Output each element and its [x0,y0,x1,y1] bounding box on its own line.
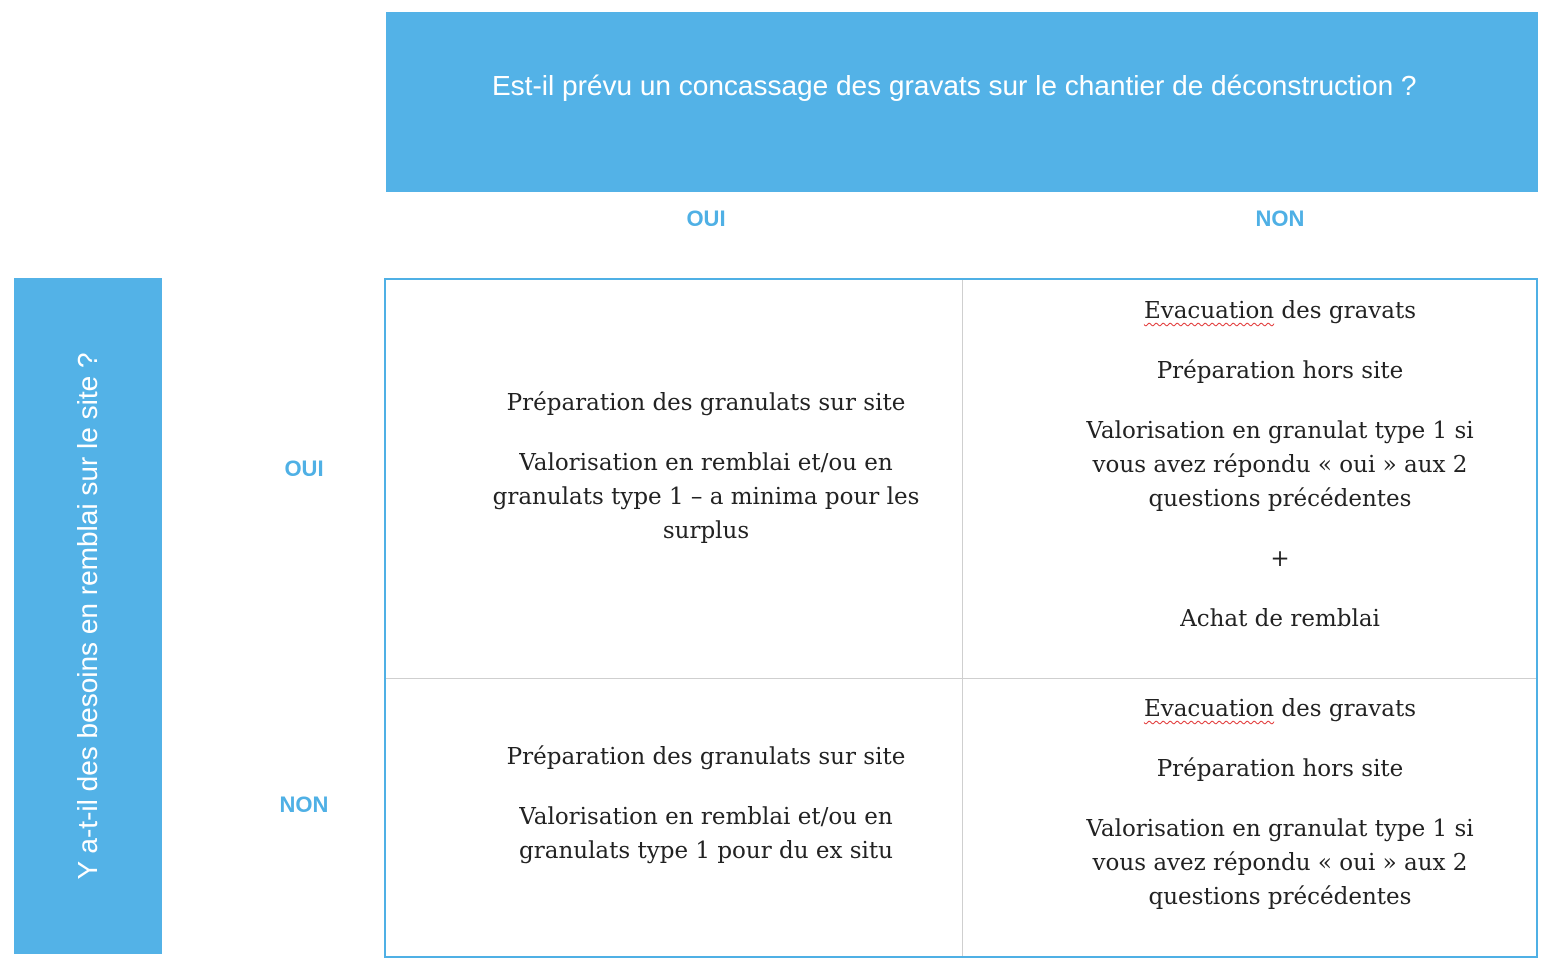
spellcheck-word: Evacuation [1143,696,1275,722]
cell-text: Valorisation en remblai et/ou en granulats type 1 – a minima pour les surplus [492,450,920,544]
column-label-oui: OUI [686,206,726,231]
cell-text: Valorisation en remblai et/ou en granulats type 1 pour du ex situ [519,804,893,864]
cell-non-oui [480,740,932,868]
cell-text: Achat de remblai [1180,606,1380,632]
top-question-text: Est-il prévu un concassage des gravats sur le chantier de déconstruction ? [492,70,1417,101]
cell-text [1040,692,1520,726]
cell-text: Valorisation en granulat type 1 si vous avez répondu « oui » aux 2 questions précédentes [1086,816,1474,910]
matrix-horizontal-divider [386,678,1536,679]
cell-text: Valorisation en granulat type 1 si vous avez répondu « oui » aux 2 questions précédentes [1086,418,1474,512]
cell-text: Préparation hors site [1156,756,1404,782]
cell-text: Préparation des granulats sur site [506,744,906,770]
row-label-non: NON [279,792,329,817]
cell-oui-oui [480,386,932,548]
top-question-header [386,12,1538,192]
row-label-oui: OUI [284,456,324,481]
cell-text: Préparation hors site [1156,358,1404,384]
plus-sign: + [1270,546,1290,572]
cell-oui-non [1040,294,1520,636]
column-label-non: NON [1255,206,1305,231]
cell-text [1040,294,1520,328]
cell-text: Préparation des granulats sur site [506,390,906,416]
spellcheck-word: Evacuation [1143,298,1275,324]
cell-non-non [1040,692,1520,914]
matrix-vertical-divider [962,280,963,956]
cell-text: des gravats [1274,696,1417,722]
side-question-text: Y a-t-il des besoins en remblai sur le site ? [72,352,103,880]
side-question-header [14,278,162,954]
cell-text: des gravats [1274,298,1417,324]
